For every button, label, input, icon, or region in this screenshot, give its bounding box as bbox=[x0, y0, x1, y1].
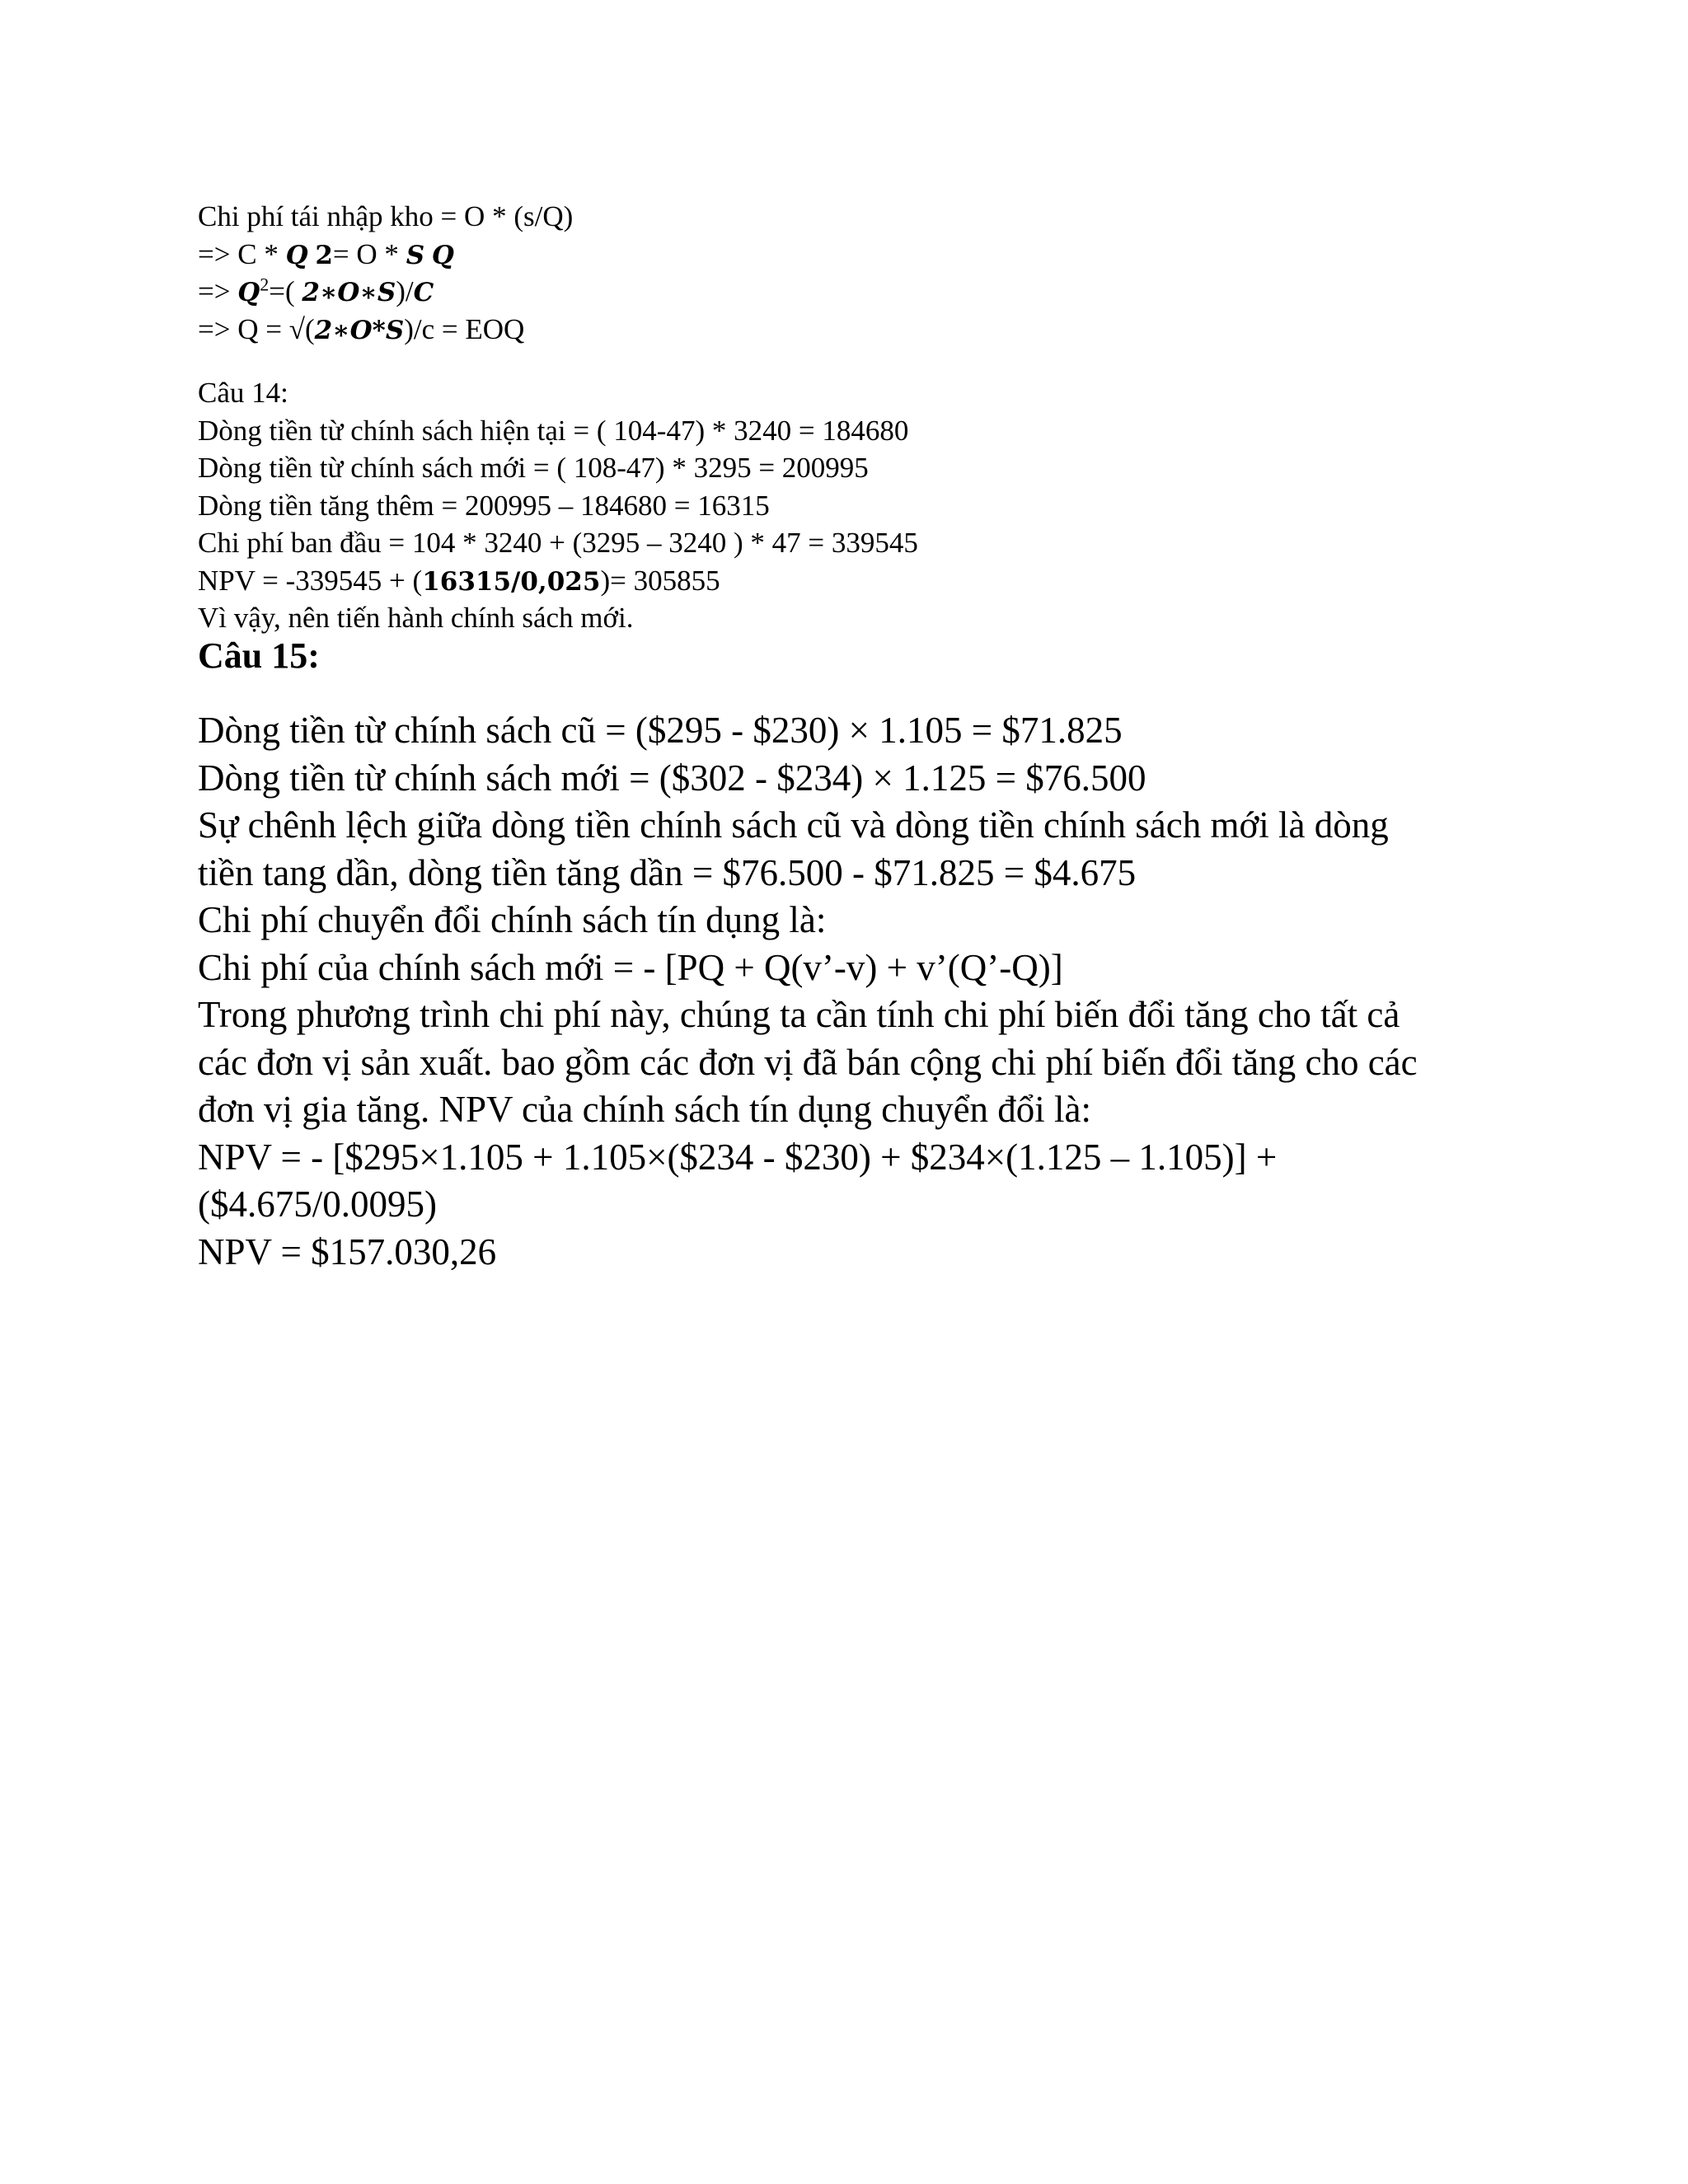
math-s: S bbox=[406, 240, 425, 270]
npv-text: NPV = -339545 + ( bbox=[198, 564, 423, 597]
question-14-npv bbox=[198, 562, 1517, 600]
question-15-line: đơn vị gia tăng. NPV của chính sách tín dụng chuyển đổi là: bbox=[198, 1089, 1092, 1130]
question-15-line: Dòng tiền từ chính sách mới = ($302 - $234) × 1.125 = $76.500 bbox=[198, 757, 1146, 799]
eoq-derivation bbox=[198, 198, 1517, 348]
question-14-line: Dòng tiền từ chính sách mới = ( 108-47) * 3295 = 200995 bbox=[198, 452, 869, 484]
question-15-title: Câu 15: bbox=[198, 635, 320, 676]
eoq-line-4 bbox=[198, 311, 1517, 349]
eoq-line-1: Chi phí tái nhập kho = O * (s/Q) bbox=[198, 200, 574, 232]
question-14-line: Chi phí ban đầu = 104 * 3240 + (3295 – 3240 ) * 47 = 339545 bbox=[198, 527, 918, 559]
math-expr: 2∗O∗S bbox=[302, 278, 396, 307]
question-15-line: các đơn vị sản xuất. bao gồm các đơn vị đã bán cộng chi phí biến đổi tăng cho các bbox=[198, 1041, 1418, 1083]
eoq-line-2 bbox=[198, 236, 1517, 274]
eoq-line-4-text: => Q = √( bbox=[198, 312, 315, 345]
eoq-line-3 bbox=[198, 273, 1517, 311]
question-15 bbox=[198, 707, 1517, 1276]
question-15-line: tiền tang dần, dòng tiền tăng dần = $76.500 - $71.825 = $4.675 bbox=[198, 851, 1137, 893]
npv-result: )= 305855 bbox=[600, 564, 720, 597]
npv-fraction: 16315/0,025 bbox=[422, 566, 601, 597]
question-15-line: Sự chênh lệch giữa dòng tiền chính sách cũ và dòng tiền chính sách mới là dòng bbox=[198, 804, 1389, 846]
question-15-line: Chi phí của chính sách mới = - [PQ + Q(v’-v) + v’(Q’-Q)] bbox=[198, 946, 1063, 988]
eoq-line-2-text-b: = O * bbox=[332, 237, 406, 270]
eoq-line-3-text-b: =( bbox=[269, 275, 302, 307]
question-14-title: Câu 14: bbox=[198, 377, 288, 409]
question-15-line: Dòng tiền từ chính sách cũ = ($295 - $230) × 1.105 = $71.825 bbox=[198, 710, 1123, 751]
eoq-line-3-slash: )/ bbox=[396, 275, 414, 307]
eoq-line-2-text: => C * bbox=[198, 237, 286, 270]
superscript-2: 2 bbox=[260, 274, 270, 295]
math-expr: 2∗O*S bbox=[314, 315, 405, 345]
question-15-line: Trong phương trình chi phí này, chúng ta cần tính chi phí biến đổi tăng cho tất cả bbox=[198, 994, 1400, 1035]
math-q: Q bbox=[237, 278, 260, 307]
math-q: Q bbox=[285, 240, 308, 270]
question-15-line: ($4.675/0.0095) bbox=[198, 1183, 437, 1225]
eoq-line-3-text: => bbox=[198, 275, 238, 307]
math-two: 2 bbox=[315, 240, 333, 270]
question-15-line: Chi phí chuyển đổi chính sách tín dụng là: bbox=[198, 899, 827, 940]
question-15-line: NPV = - [$295×1.105 + 1.105×($234 - $230) + $234×(1.125 – 1.105)] + bbox=[198, 1136, 1278, 1178]
eoq-line-4-text-b: )/c = EOQ bbox=[404, 312, 525, 345]
question-14-line: Dòng tiền từ chính sách hiện tại = ( 104-47) * 3240 = 184680 bbox=[198, 414, 909, 447]
question-14-conclusion: Vì vậy, nên tiến hành chính sách mới. bbox=[198, 602, 634, 634]
question-14-line: Dòng tiền tăng thêm = 200995 – 184680 = 16315 bbox=[198, 489, 770, 522]
question-15-npv-result: NPV = $157.030,26 bbox=[198, 1230, 497, 1272]
question-14 bbox=[198, 374, 1517, 637]
math-q: Q bbox=[431, 240, 454, 270]
math-c: C bbox=[413, 278, 434, 307]
